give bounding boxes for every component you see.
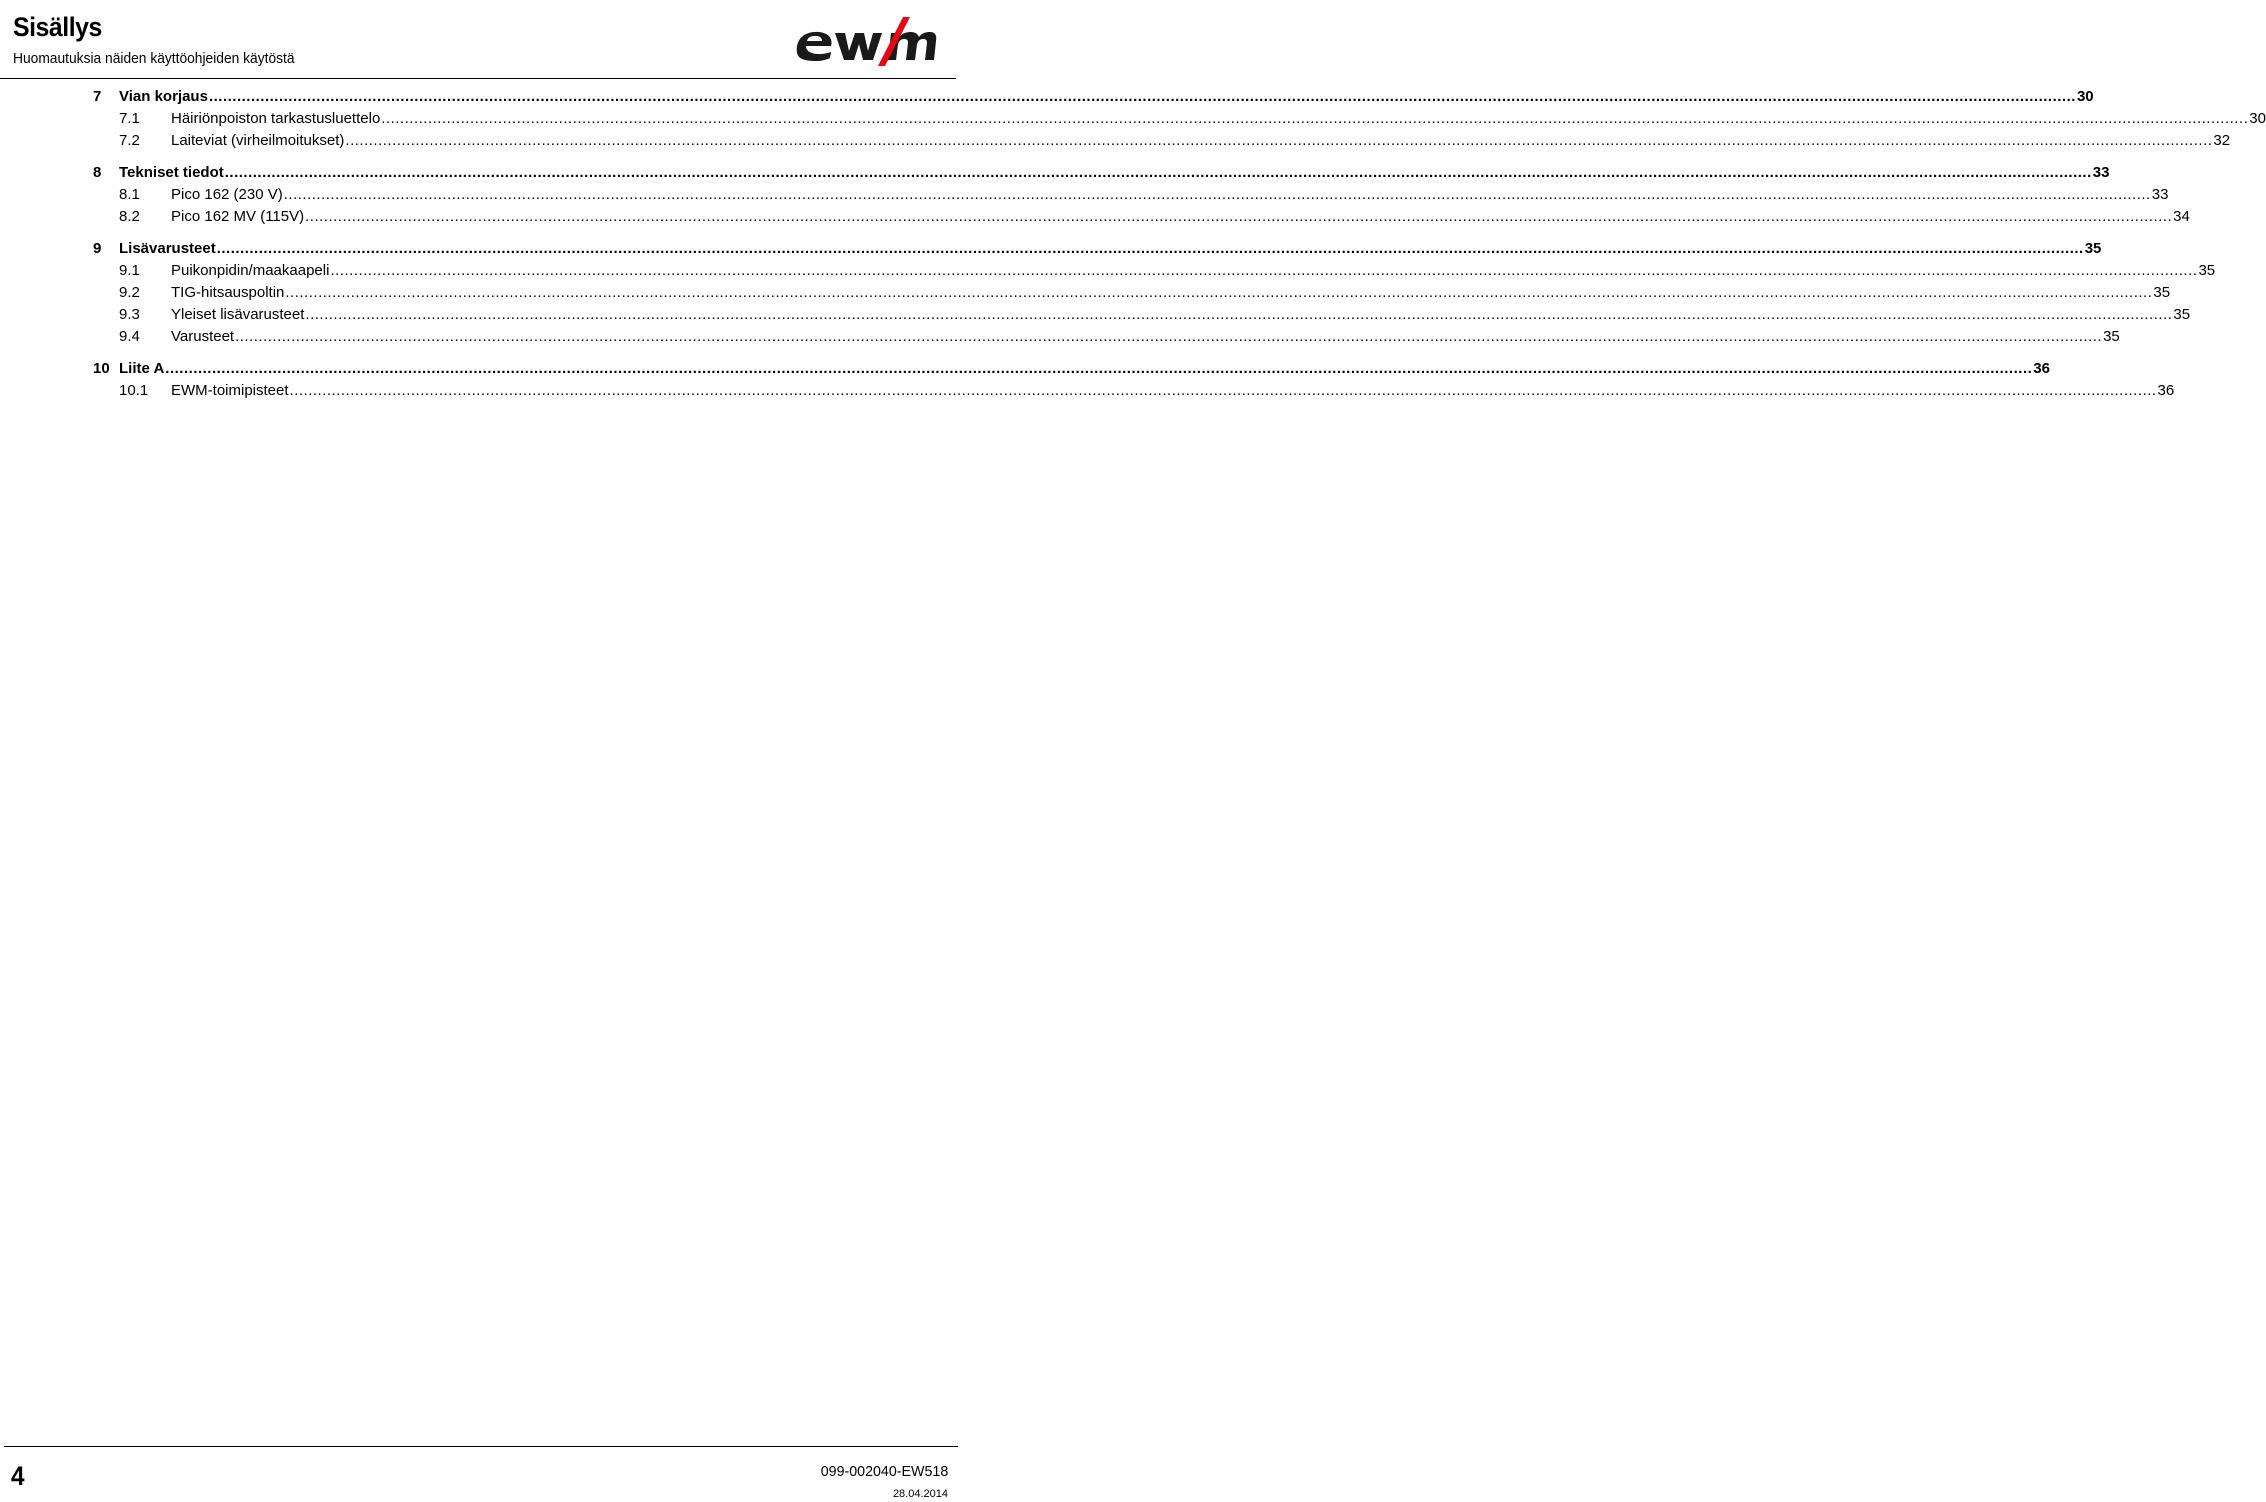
toc-title: Vian korjaus	[119, 88, 208, 105]
toc-title: Tekniset tiedot	[119, 164, 224, 181]
toc-title: Häiriönpoiston tarkastusluettelo	[171, 110, 381, 127]
toc-number: 8.2	[119, 208, 140, 225]
toc-page-number: 35	[2198, 262, 2216, 279]
toc-title: Pico 162 MV (115V)	[171, 208, 305, 225]
toc-section[interactable]	[0, 131, 2231, 151]
toc-dot-leader: ................................................................................................................................................................................................................................................................................................................................................................................................................	[289, 382, 2157, 399]
toc-section[interactable]	[0, 381, 2175, 401]
page-number: 4	[11, 1461, 25, 1491]
toc-number: 9.2	[119, 284, 140, 301]
toc-number: 9.3	[119, 306, 140, 323]
toc-leader-line	[119, 87, 2094, 107]
toc-title: Puikonpidin/maakaapeli	[171, 262, 330, 279]
toc-dot-leader: ................................................................................................................................................................................................................................................................................................................................................................................................................	[305, 208, 2173, 225]
header-divider	[0, 78, 956, 79]
toc-leader-line	[119, 239, 2102, 259]
toc-section[interactable]	[0, 185, 2169, 205]
toc-leader-line	[171, 185, 2169, 205]
toc-number: 9.1	[119, 262, 140, 279]
toc-title: EWM-toimipisteet	[171, 382, 289, 399]
document-date: 28.04.2014	[892, 1488, 948, 1500]
toc-title: Yleiset lisävarusteet	[171, 306, 305, 323]
page-title: Sisällys	[13, 12, 102, 42]
toc-dot-leader: ................................................................................................................................................................................................................................................................................................................................................................................................................	[345, 132, 2213, 149]
toc-leader-line	[171, 261, 2216, 281]
toc-leader-line	[171, 381, 2175, 401]
toc-title: Lisävarusteet	[119, 240, 216, 257]
toc-page-number: 34	[2173, 208, 2190, 225]
toc-leader-line	[171, 131, 2231, 151]
toc-number: 7.1	[119, 110, 140, 127]
page-subtitle: Huomautuksia näiden käyttöohjeiden käytöstä	[13, 50, 295, 67]
toc-leader-line	[171, 283, 2171, 303]
document-number: 099-002040-EW518	[820, 1463, 948, 1480]
toc-number: 8.1	[119, 186, 140, 203]
toc-number: 7.2	[119, 132, 140, 149]
toc-page-number: 32	[2213, 132, 2231, 149]
toc-dot-leader: ................................................................................................................................................................................................................................................................................................................................................................................................................	[165, 360, 2033, 377]
toc-page-number: 35	[2103, 328, 2120, 345]
toc-number: 8	[93, 164, 102, 181]
toc-number: 10.1	[119, 382, 149, 399]
toc-dot-leader: ................................................................................................................................................................................................................................................................................................................................................................................................................	[283, 186, 2151, 203]
footer-divider	[4, 1446, 958, 1447]
toc-leader-line	[171, 207, 2190, 227]
toc-section[interactable]	[0, 261, 2216, 281]
toc-chapter[interactable]	[0, 87, 2094, 107]
toc-chapter[interactable]	[0, 239, 2102, 259]
toc-page-number: 36	[2157, 382, 2175, 399]
toc-section[interactable]	[0, 109, 2266, 129]
toc-chapter[interactable]	[0, 359, 2050, 379]
toc-page-number: 33	[2151, 186, 2169, 203]
toc-title: Laiteviat (virheilmoitukset)	[171, 132, 345, 149]
toc-section[interactable]	[0, 283, 2171, 303]
toc-section[interactable]	[0, 305, 2191, 325]
toc-dot-leader: ................................................................................................................................................................................................................................................................................................................................................................................................................	[305, 306, 2173, 323]
toc-section[interactable]	[0, 207, 2190, 227]
toc-dot-leader: ................................................................................................................................................................................................................................................................................................................................................................................................................	[208, 88, 2076, 105]
ewm-logo	[793, 15, 936, 67]
toc-dot-leader: ................................................................................................................................................................................................................................................................................................................................................................................................................	[235, 328, 2103, 345]
toc-dot-leader: ................................................................................................................................................................................................................................................................................................................................................................................................................	[330, 262, 2198, 279]
toc-page-number: 30	[2249, 110, 2266, 127]
toc-page-number: 35	[2084, 240, 2102, 257]
toc-leader-line	[171, 305, 2191, 325]
toc-number: 10	[93, 360, 110, 377]
toc-dot-leader: ................................................................................................................................................................................................................................................................................................................................................................................................................	[381, 110, 2249, 127]
toc-page-number: 35	[2153, 284, 2171, 301]
toc-title: Pico 162 (230 V)	[171, 186, 283, 203]
toc-leader-line	[119, 359, 2050, 379]
toc-page-number: 30	[2076, 88, 2094, 105]
toc-dot-leader: ................................................................................................................................................................................................................................................................................................................................................................................................................	[216, 240, 2084, 257]
toc-leader-line	[171, 327, 2120, 347]
toc-number: 7	[93, 88, 102, 105]
toc-page-number: 36	[2033, 360, 2050, 377]
toc-number: 9	[93, 240, 102, 257]
toc-dot-leader: ................................................................................................................................................................................................................................................................................................................................................................................................................	[224, 164, 2092, 181]
toc-title: Varusteet	[171, 328, 235, 345]
toc-chapter[interactable]	[0, 163, 2110, 183]
toc-dot-leader: ................................................................................................................................................................................................................................................................................................................................................................................................................	[285, 284, 2153, 301]
toc-section[interactable]	[0, 327, 2120, 347]
toc-page-number: 35	[2173, 306, 2191, 323]
toc-leader-line	[119, 163, 2110, 183]
toc-page-number: 33	[2092, 164, 2110, 181]
toc-leader-line	[171, 109, 2266, 129]
toc-title: TIG-hitsauspoltin	[171, 284, 285, 301]
toc-title: Liite A	[119, 360, 165, 377]
toc-number: 9.4	[119, 328, 140, 345]
